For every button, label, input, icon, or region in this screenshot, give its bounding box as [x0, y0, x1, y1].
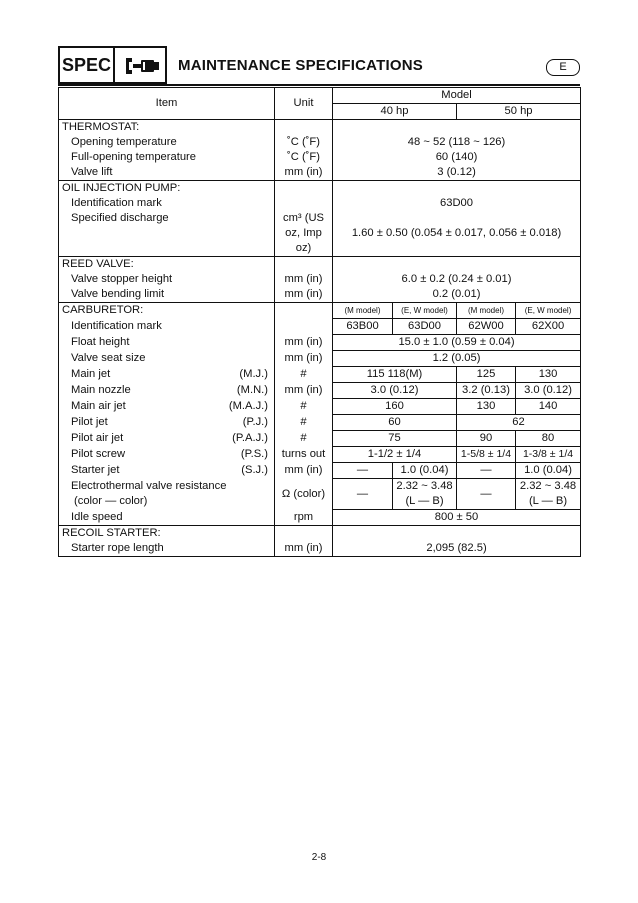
row-value: 125: [457, 367, 516, 383]
row-label: Identification mark: [59, 196, 275, 211]
row-value: 2,095 (82.5): [333, 541, 581, 557]
spec-icon-box: [113, 46, 167, 84]
col-unit-header: Unit: [275, 88, 333, 120]
model-m-50: (M model): [457, 303, 516, 319]
header-rule: [58, 84, 580, 86]
row-label: [59, 431, 275, 447]
row-label: Float height: [59, 335, 275, 351]
section-reed-valve: REED VALVE:: [59, 257, 275, 273]
label-text: Pilot air jet: [71, 432, 124, 444]
row-label: Valve stopper height: [59, 272, 275, 287]
label-text: Main jet: [71, 368, 111, 380]
row-unit: mm (in): [275, 335, 333, 351]
row-value: 3 (0.12): [333, 165, 581, 181]
label-text: Main air jet: [71, 400, 126, 412]
row-unit: ˚C (˚F): [275, 135, 333, 150]
model-ew-50: (E, W model): [516, 303, 581, 319]
row-label: Idle speed: [59, 510, 275, 526]
row-value: 75: [333, 431, 457, 447]
row-value: —: [457, 463, 516, 479]
row-label: Valve seat size: [59, 351, 275, 367]
label-text: Pilot screw: [71, 448, 126, 460]
row-value: 1.60 ± 0.50 (0.054 ± 0.017, 0.056 ± 0.018): [333, 211, 581, 257]
label-abbr: (M.N.): [236, 384, 268, 396]
label-abbr: (S.J.): [241, 464, 268, 476]
row-value: 63B00: [333, 319, 393, 335]
label-sub: (color — color): [74, 495, 148, 507]
row-value: 2.32 ~ 3.48 (L — B): [516, 479, 581, 510]
row-value: 1.0 (0.04): [516, 463, 581, 479]
row-label: [59, 383, 275, 399]
row-unit: mm (in): [275, 541, 333, 557]
row-value: —: [333, 479, 393, 510]
label-abbr: (M.J.): [239, 368, 268, 380]
row-label: Starter rope length: [59, 541, 275, 557]
row-value: —: [333, 463, 393, 479]
row-label: Full-opening temperature: [59, 150, 275, 165]
language-badge: E: [546, 59, 580, 76]
row-value: 63D00: [333, 196, 581, 211]
row-value: 60 (140): [333, 150, 581, 165]
row-value: 1.2 (0.05): [333, 351, 581, 367]
row-value: 160: [333, 399, 457, 415]
row-unit: cm³ (US oz, Imp oz): [275, 211, 333, 257]
row-label: [59, 415, 275, 431]
row-value: 0.2 (0.01): [333, 287, 581, 303]
row-label: Valve bending limit: [59, 287, 275, 303]
model-m-40: (M model): [333, 303, 393, 319]
label-abbr: (P.S.): [240, 448, 268, 460]
row-unit: mm (in): [275, 165, 333, 181]
row-value: 1-1/2 ± 1/4: [333, 447, 457, 463]
micrometer-icon: [123, 56, 161, 76]
row-unit: #: [275, 367, 333, 383]
col-50hp: 50 hp: [457, 104, 581, 120]
row-value: 48 ~ 52 (118 ~ 126): [333, 135, 581, 150]
row-value: 2.32 ~ 3.48 (L — B): [393, 479, 457, 510]
page-header: [58, 46, 580, 88]
col-40hp: 40 hp: [333, 104, 457, 120]
row-unit: ˚C (˚F): [275, 150, 333, 165]
row-label: Valve lift: [59, 165, 275, 181]
col-item-header: Item: [59, 88, 275, 120]
row-value: 15.0 ± 1.0 (0.59 ± 0.04): [333, 335, 581, 351]
row-unit: mm (in): [275, 351, 333, 367]
row-value: 130: [457, 399, 516, 415]
row-unit: #: [275, 431, 333, 447]
row-value: 62X00: [516, 319, 581, 335]
row-value: 800 ± 50: [333, 510, 581, 526]
row-label: Identification mark: [59, 319, 275, 335]
row-label: Opening temperature: [59, 135, 275, 150]
label-text: Pilot jet: [71, 416, 108, 428]
row-label: Specified discharge: [59, 211, 275, 257]
row-label: [59, 367, 275, 383]
section-carburetor: CARBURETOR:: [59, 303, 275, 319]
row-value: 80: [516, 431, 581, 447]
row-unit: rpm: [275, 510, 333, 526]
row-value: 115 118(M): [333, 367, 457, 383]
row-value: 140: [516, 399, 581, 415]
row-value: 90: [457, 431, 516, 447]
row-unit: Ω (color): [275, 479, 333, 510]
row-label: [59, 447, 275, 463]
page-title: MAINTENANCE SPECIFICATIONS: [178, 57, 423, 74]
row-label: [59, 479, 275, 510]
label-abbr: (P.J.): [242, 416, 268, 428]
row-value: 3.0 (0.12): [333, 383, 457, 399]
row-value: 3.2 (0.13): [457, 383, 516, 399]
section-recoil-starter: RECOIL STARTER:: [59, 526, 275, 542]
label-text: Main nozzle: [71, 384, 131, 396]
row-value: 1-5/8 ± 1/4: [457, 447, 516, 463]
row-unit: mm (in): [275, 272, 333, 287]
row-unit: mm (in): [275, 287, 333, 303]
row-unit: turns out: [275, 447, 333, 463]
label-text: Electrothermal valve resistance: [71, 480, 227, 492]
row-value: —: [457, 479, 516, 510]
row-value: 6.0 ± 0.2 (0.24 ± 0.01): [333, 272, 581, 287]
label-text: Starter jet: [71, 464, 120, 476]
row-value: 60: [333, 415, 457, 431]
label-abbr: (M.A.J.): [228, 400, 268, 412]
row-value: 1-3/8 ± 1/4: [516, 447, 581, 463]
col-model-header: Model: [333, 88, 581, 104]
row-value: 1.0 (0.04): [393, 463, 457, 479]
page-number: 2-8: [311, 852, 327, 863]
row-value: 62: [457, 415, 581, 431]
row-unit: mm (in): [275, 463, 333, 479]
spec-label: SPEC: [58, 46, 115, 84]
section-thermostat: THERMOSTAT:: [59, 120, 275, 136]
row-unit: mm (in): [275, 383, 333, 399]
model-ew-40: (E, W model): [393, 303, 457, 319]
row-value: 3.0 (0.12): [516, 383, 581, 399]
row-value: 62W00: [457, 319, 516, 335]
row-value: 63D00: [393, 319, 457, 335]
row-label: [59, 399, 275, 415]
row-unit: #: [275, 415, 333, 431]
spec-table: [58, 87, 581, 557]
row-unit: #: [275, 399, 333, 415]
section-oil-pump: OIL INJECTION PUMP:: [59, 181, 275, 197]
row-label: [59, 463, 275, 479]
label-abbr: (P.A.J.): [232, 432, 268, 444]
row-value: 130: [516, 367, 581, 383]
